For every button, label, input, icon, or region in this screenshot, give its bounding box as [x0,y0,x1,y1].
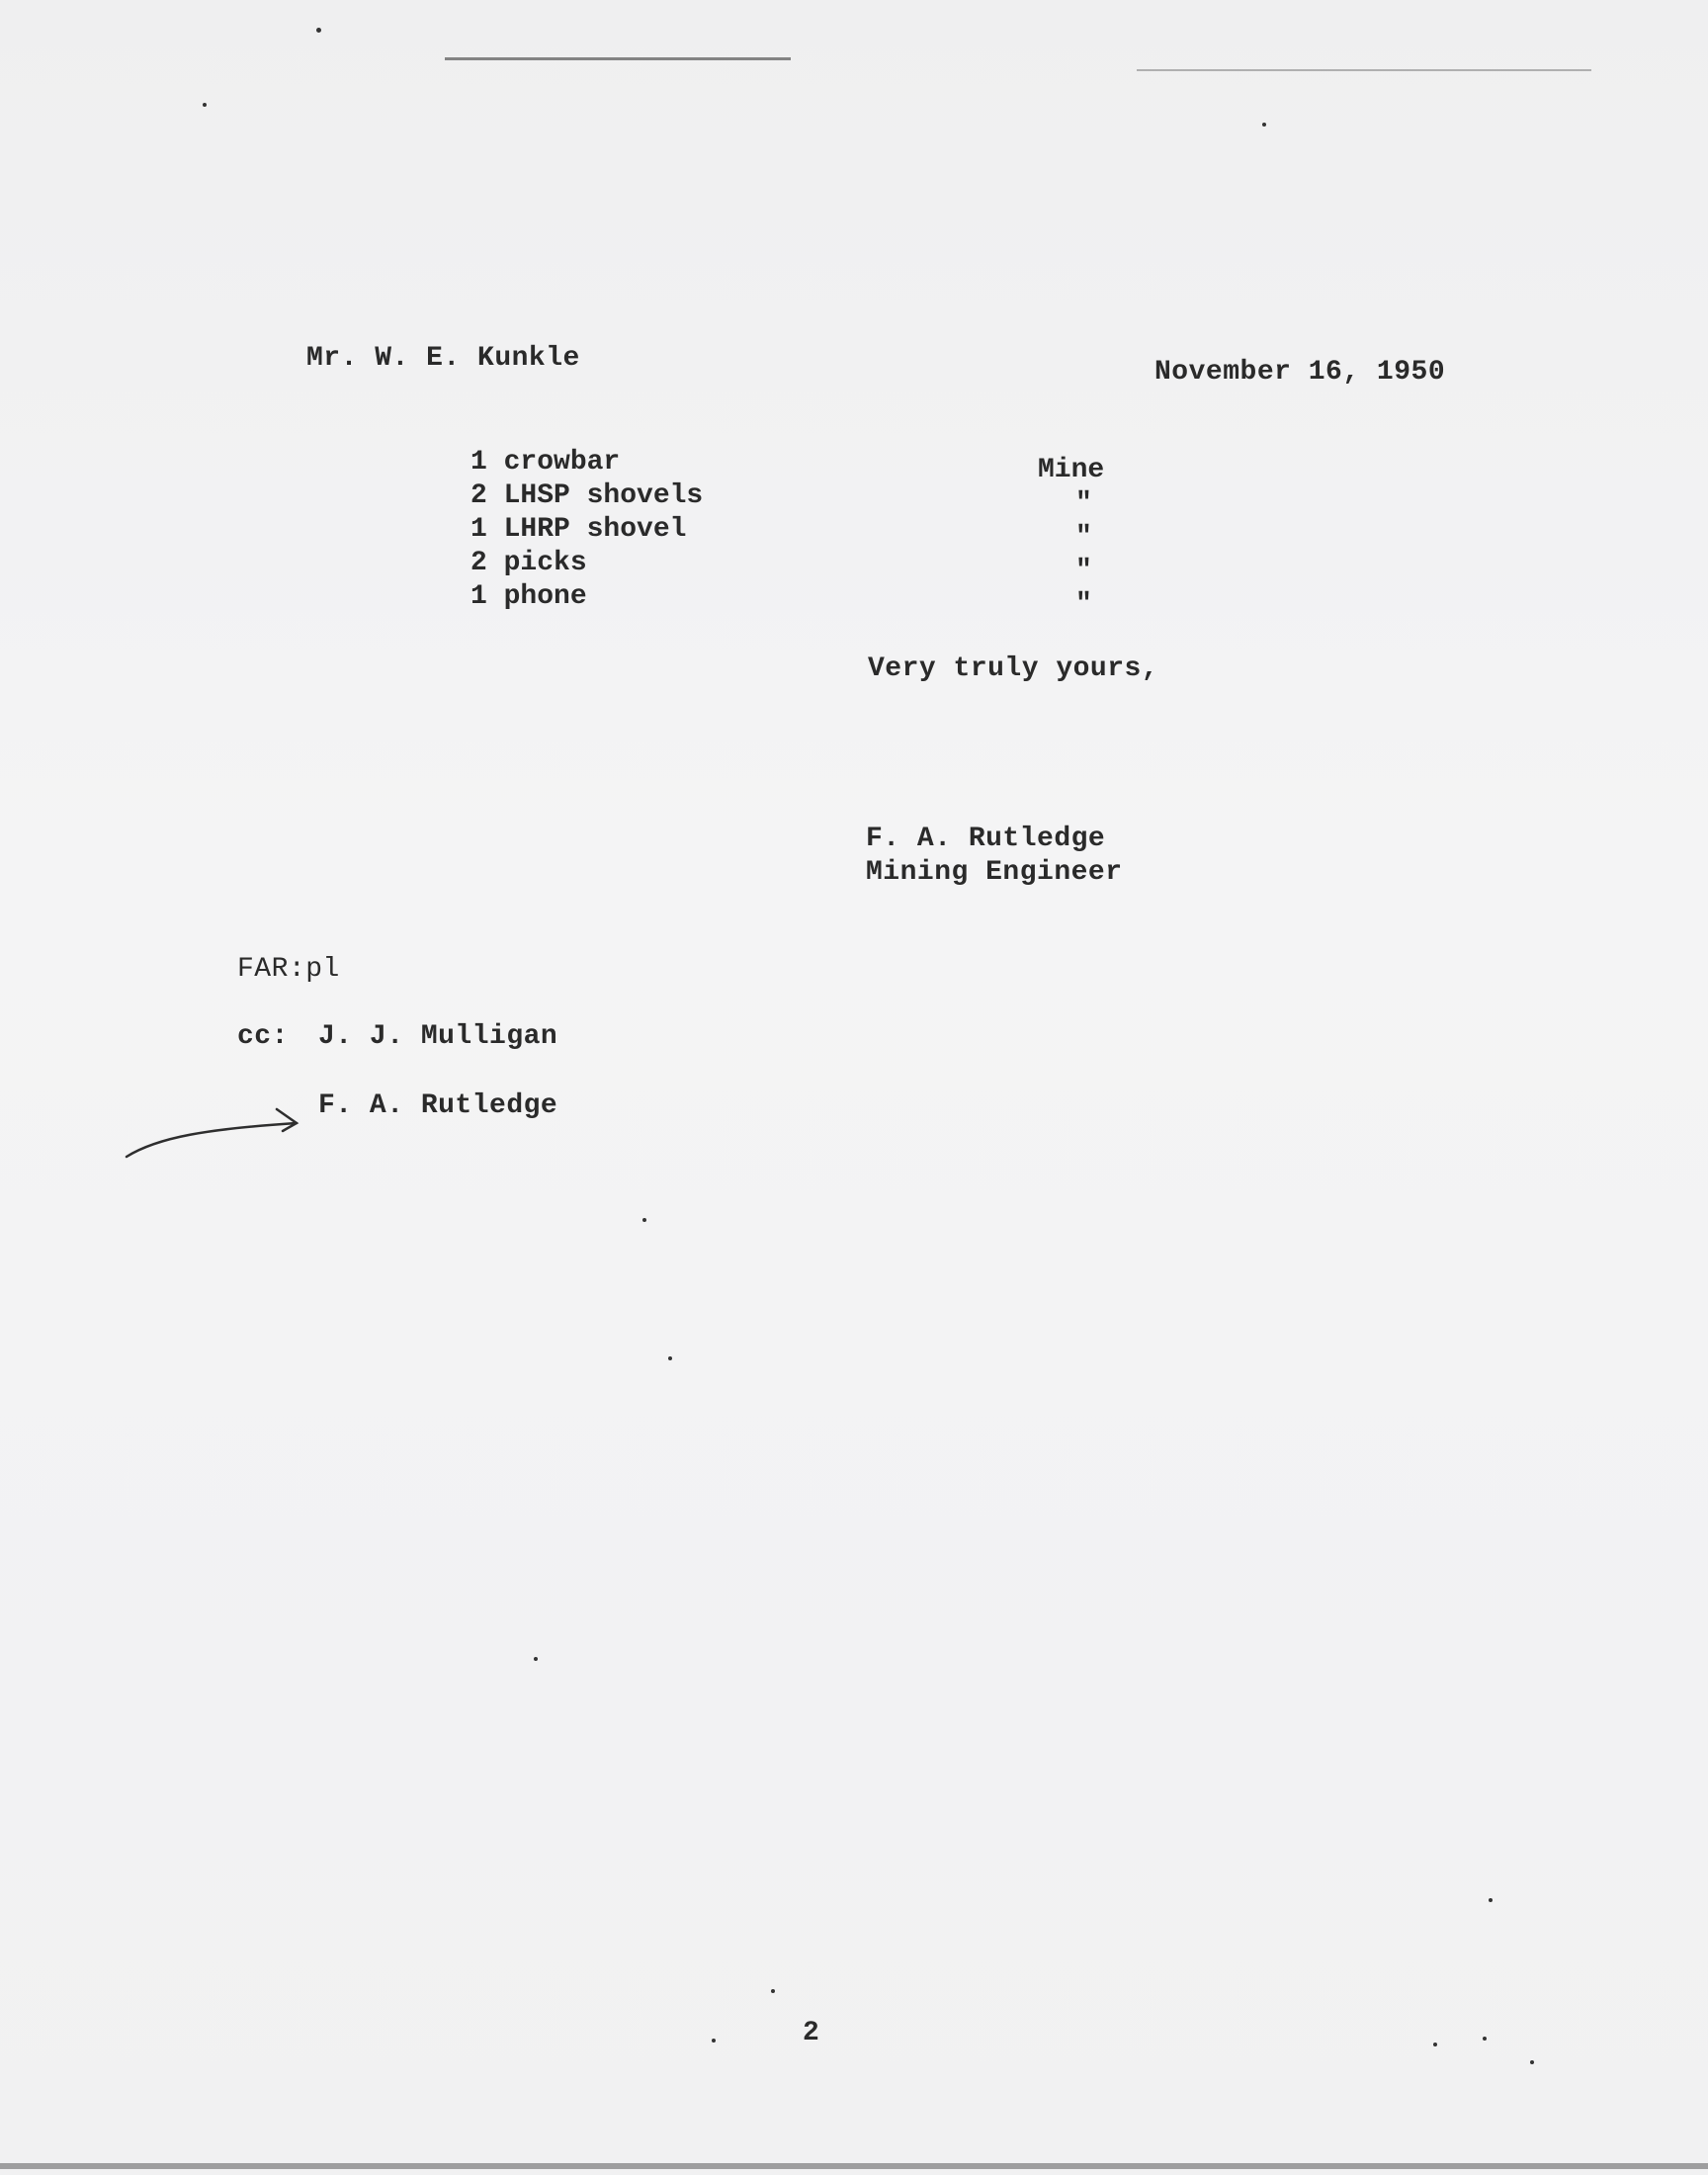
page-number: 2 [803,2018,820,2048]
scan-artifact-top-rule [445,57,791,60]
typist-initials: FAR:pl [237,954,340,985]
scan-speck [1530,2060,1534,2064]
item-location-5: " [1075,589,1092,620]
scan-speck [642,1218,646,1222]
cc-label: cc: [237,1021,289,1052]
item-row-2: 2 LHSP shovels [470,480,704,511]
item-location-1: Mine [1038,455,1105,485]
item-row-3: 1 LHRP shovel [470,514,687,545]
closing-line: Very truly yours, [868,653,1159,684]
scan-speck [1433,2043,1437,2046]
item-location-4: " [1075,556,1092,586]
item-row-5: 1 phone [470,581,587,612]
scan-speck [1483,2037,1487,2041]
scan-artifact-top-rule-right [1137,69,1591,71]
scan-speck [771,1989,775,1993]
letter-date: November 16, 1950 [1154,357,1446,388]
scan-speck [712,2039,716,2043]
item-location-2: " [1075,488,1092,519]
scan-speck [316,28,321,33]
handwritten-check-mark [119,1088,316,1167]
signer-name: F. A. Rutledge [866,824,1106,854]
item-location-3: " [1075,522,1092,553]
scan-speck [1489,1898,1493,1902]
item-row-4: 2 picks [470,548,587,578]
scan-speck [203,103,207,107]
cc-recipient-2: F. A. Rutledge [318,1090,558,1121]
signer-title: Mining Engineer [866,857,1123,888]
recipient-name: Mr. W. E. Kunkle [306,343,580,374]
cc-recipient-1: J. J. Mulligan [318,1021,558,1052]
scan-artifact-bottom-edge [0,2163,1708,2169]
scan-speck [1262,123,1266,127]
scan-speck [534,1657,538,1661]
scan-speck [668,1356,672,1360]
item-row-1: 1 crowbar [470,447,621,478]
